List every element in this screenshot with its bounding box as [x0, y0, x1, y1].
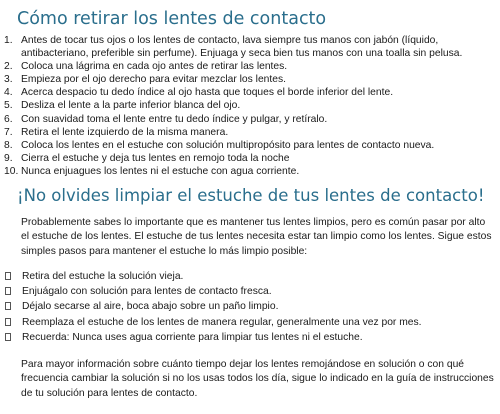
step-number: 10.: [4, 165, 19, 177]
step-text: Coloca una lágrima en cada ojo antes de retirar las lentes.: [21, 61, 288, 73]
steps-list: [4, 34, 494, 178]
bullet-box-icon: [5, 333, 11, 341]
step-number: 6.: [4, 113, 13, 125]
list-item: [4, 126, 494, 139]
page-title: Cómo retirar los lentes de contacto: [17, 9, 327, 29]
footer-paragraph: Para mayor información sobre cuánto tiempo dejar los lentes remojándose en solución o con qué frecuencia cambiar la solución si no los usas todos los día, sigue lo indicado en la guía de instrucciones de tu solución para lentes de contacto.: [21, 358, 494, 399]
list-item: [4, 315, 494, 330]
list-item: [4, 139, 494, 152]
step-number: 8.: [4, 139, 13, 151]
list-item: [4, 330, 494, 345]
intro-paragraph: Probablemente sabes lo importante que es mantener tus lentes limpios, pero es común pasar por alto el estuche de los lentes. El estuche de tus lentes necesita estar tan limpio como los lentes. Sigue estos simples pasos para mantener el estuche lo más limpio posible:: [21, 217, 492, 257]
list-item: [4, 99, 494, 112]
bullet-box-icon: [5, 287, 11, 295]
step-text: Empieza por el ojo derecho para evitar mezclar los lentes.: [21, 74, 286, 86]
list-item: [4, 34, 494, 60]
step-text: Acerca despacio tu dedo índice al ojo hasta que toques el borde inferior del lente.: [21, 87, 394, 99]
step-number: 1.: [4, 35, 13, 46]
step-text: Coloca los lentes en el estuche con solución multipropósito para lentes de contacto nueva.: [21, 139, 435, 151]
list-item: [4, 86, 494, 99]
list-item: [4, 284, 494, 299]
step-number: 7.: [4, 126, 13, 138]
step-number: 2.: [4, 61, 13, 73]
section-heading: ¡No olvides limpiar el estuche de tus lentes de contacto!: [17, 186, 485, 206]
step-text: Cierra el estuche y deja tus lentes en remojo toda la noche: [21, 152, 290, 164]
list-item: [4, 165, 494, 178]
list-item: [4, 60, 494, 73]
list-item: [4, 299, 494, 314]
step-number: 9.: [4, 152, 13, 164]
list-item: [4, 152, 494, 165]
list-item: [4, 113, 494, 126]
step-text: Desliza el lente a la parte inferior blanca del ojo.: [21, 100, 241, 112]
step-number: 5.: [4, 100, 13, 112]
tip-text: Recuerda: Nunca uses agua corriente para limpiar tus lentes ni el estuche.: [22, 331, 363, 343]
step-number: 3.: [4, 74, 13, 86]
step-text: Con suavidad toma el lente entre tu dedo índice y pulgar, y retíralo.: [21, 113, 328, 125]
tip-text: Retira del estuche la solución vieja.: [22, 270, 184, 282]
list-item: [4, 73, 494, 86]
tip-text: Reemplaza el estuche de los lentes de manera regular, generalmente una vez por mes.: [22, 316, 422, 328]
step-text: Retira el lente izquierdo de la misma manera.: [21, 126, 229, 138]
bullet-box-icon: [5, 302, 11, 310]
bullet-box-icon: [5, 318, 11, 326]
tip-text: Déjalo secarse al aire, boca abajo sobre un paño limpio.: [22, 301, 279, 313]
step-text: Antes de tocar tus ojos o los lentes de contacto, lava siempre tus manos con jabón (líquido, antibacteriano, preferible sin perfume). Enjuaga y seca bien tus manos con una toalla sin pelusa.: [21, 35, 463, 60]
step-number: 4.: [4, 87, 13, 99]
list-item: [4, 269, 494, 284]
bullet-box-icon: [5, 272, 11, 280]
tip-text: Enjuágalo con solución para lentes de contacto fresca.: [22, 286, 272, 298]
step-text: Nunca enjuagues los lentes ni el estuche con agua corriente.: [21, 165, 300, 177]
tips-list: [4, 269, 494, 345]
